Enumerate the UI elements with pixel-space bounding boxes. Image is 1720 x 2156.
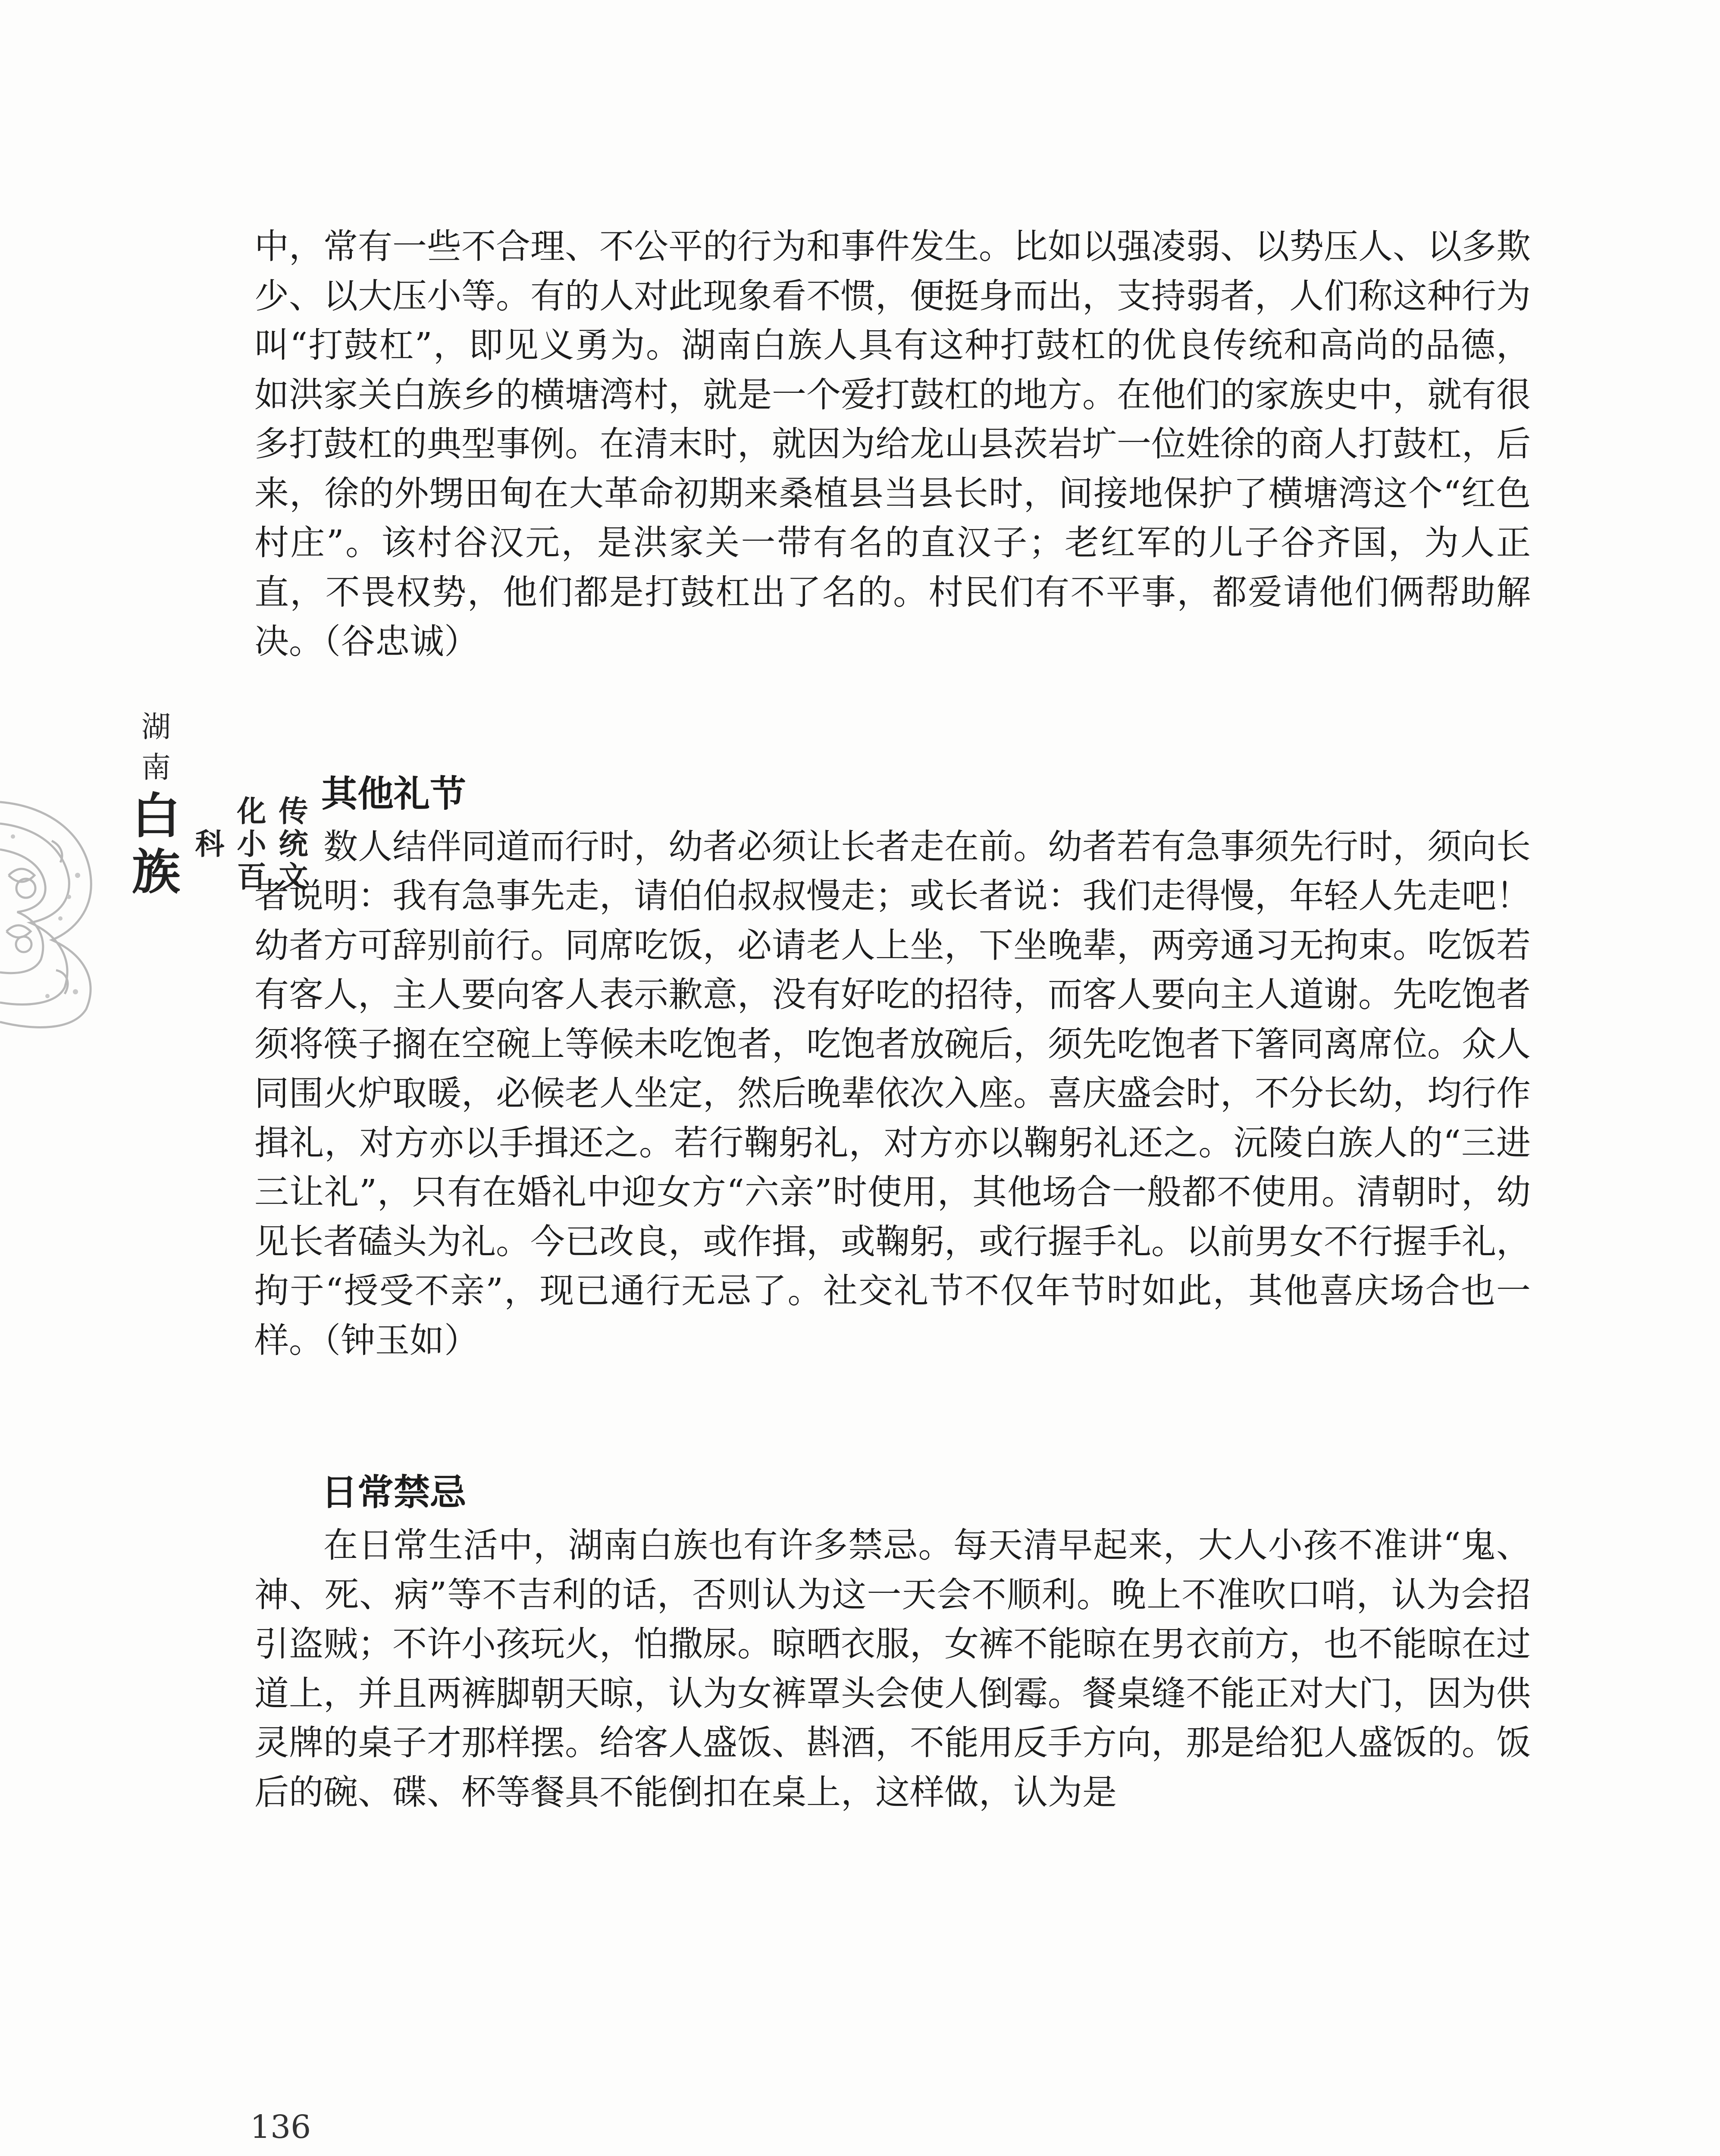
intro-text: 中，常有一些不合理、不公平的行为和事件发生。比如以强凌弱、以势压人、以多欺少、以大压小等。有的人对此现象看不惯，便挺身而出，支持弱者，人们称这种行为叫“打鼓杠”，即见义勇为。湖南白族人具有这种打鼓杠的优良传统和高尚的品德，如洪家关白族乡的横塘湾村，就是一个爱打鼓杠的地方。在他们的家族史中，就有很多打鼓杠的典型事例。在清末时，就因为给龙山县茨岩圹一位姓徐的商人打鼓杠，后来，徐的外甥田甸在大革命初期来桑植县当县长时，间接地保护了横塘湾这个“红色村庄”。该村谷汉元，是洪家关一带有名的直汉子；老红军的儿子谷齐国，为人正直，不畏权势，他们都是打鼓杠出了名的。村民们有不平事，都爱请他们俩帮助解决。 <box>254 226 1531 661</box>
etiquette-paragraph <box>254 822 1531 1366</box>
taboos-paragraph: 在日常生活中，湖南白族也有许多禁忌。每天清早起来，大人小孩不准讲“鬼、神、死、病”等不吉利的话，否则认为这一天会不顺利。晚上不准吹口哨，认为会招引盗贼；不许小孩玩火，怕撒尿。晾晒衣服，女裤不能晾在男衣前方，也不能晾在过道上，并且两裤脚朝天晾，认为女裤罩头会使人倒霉。餐桌缝不能正对大门，因为供灵牌的桌子才那样摆。给客人盛饭、斟酒，不能用反手方向，那是给犯人盛饭的。饭后的碗、碟、杯等餐具不能倒扣在桌上，这样做，认为是 <box>254 1525 1531 1812</box>
section-spacer <box>254 667 1531 768</box>
decorative-pattern-icon <box>0 789 108 1031</box>
side-title-subtitle: 传统文化小百科 <box>190 796 308 894</box>
etiquette-author: （钟玉如） <box>323 1320 479 1360</box>
side-book-title <box>113 707 308 900</box>
side-title-char-zu: 族 <box>132 844 180 900</box>
etiquette-heading: 其他礼节 <box>321 772 467 815</box>
etiquette-text: 数人结伴同道而行时，幼者必须让长者走在前。幼者若有急事须先行时，须向长者说明：我有急事先走，请伯伯叔叔慢走；或长者说：我们走得慢，年轻人先走吧！幼者方可辞别前行。同席吃饭，必请老人上坐，下坐晚辈，两旁通习无拘束。吃饭若有客人，主人要向客人表示歉意，没有好吃的招待，而客人要向主人道谢。先吃饱者须将筷子搁在空碗上等候未吃饱者，吃饱者放碗后，须先吃饱者下箸同离席位。众人同围火炉取暖，必候老人坐定，然后晚辈依次入座。喜庆盛会时，不分长幼，均行作揖礼，对方亦以手揖还之。若行鞠躬礼，对方亦以鞠躬礼还之。沅陵白族人的“三进三让礼”，只有在婚礼中迎女方“六亲”时使用，其他场合一般都不使用。清朝时，幼见长者磕头为礼。今已改良，或作揖，或鞠躬，或行握手礼。以前男女不行握手礼，拘于“授受不亲”，现已通行无忌了。社交礼节不仅年节时如此，其他喜庆场合也一样。 <box>254 826 1531 1360</box>
side-title-char-nan: 南 <box>141 751 171 785</box>
main-text-column <box>254 222 1531 1817</box>
side-title-char-hu: 湖 <box>141 710 171 744</box>
intro-author: （谷忠诚） <box>323 621 479 661</box>
side-title-char-bai: 白 <box>132 788 180 844</box>
page-number: 136 <box>250 2109 311 2146</box>
taboos-heading: 日常禁忌 <box>321 1471 467 1514</box>
section-spacer <box>254 1365 1531 1467</box>
intro-paragraph <box>254 222 1531 667</box>
